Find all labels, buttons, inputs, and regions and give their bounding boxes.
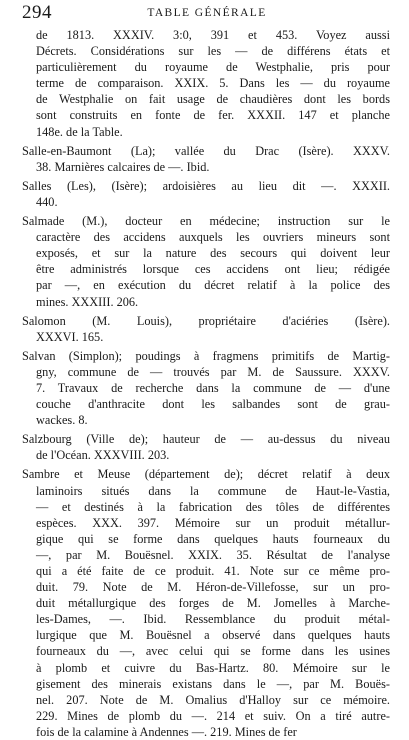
entry-line: être administrés lorsque ces accidens ont lieu; rédigée (36, 262, 390, 277)
entry-line: Salle-en-Baumont (La); vallée du Drac (Isère). XXXV. (22, 143, 390, 158)
entry-line: exposés, et sur la nature des secours qui doivent leur (36, 246, 390, 261)
entry-line: laminoirs situés dans la commune de Haut-le-Vastia, (36, 483, 390, 498)
entry-line: couche d'anthracite dont les salbandes sont de grau- (36, 397, 390, 412)
entry-line: 38. Marnières calcaires de —. Ibid. (36, 159, 210, 174)
entry-line: Salomon (M. Louis), propriétaire d'aciéries (Isère). (22, 313, 390, 328)
entry-line: duit. 79. Note de M. Héron-de-Villefosse, sur un pro- (36, 580, 390, 595)
index-entry-salles (22, 178, 390, 210)
page-header (22, 2, 392, 24)
entry-line: Salvan (Simplon); poudings à fragmens primitifs de Martig- (22, 348, 390, 363)
entry-line: espèces. XXX. 397. Mémoire sur un produit métallur- (36, 515, 390, 530)
entry-line: 148e. de la Table. (36, 124, 123, 139)
entry-line: de l'Océan. XXXVIII. 203. (36, 448, 170, 463)
entry-line: sont construits en fonte de fer. XXXII. 147 et planche (36, 108, 390, 123)
entry-line: Décrets. Considérations sur les — de différens états et (36, 44, 390, 59)
entry-line: de 1813. XXXIV. 3:0, 391 et 453. Voyez aussi (36, 28, 390, 42)
entry-line: XXXVI. 165. (36, 329, 104, 344)
entry-line: fois de la calamine à Andennes —. 219. Mines de fer (36, 724, 297, 739)
entry-line: Salmade (M.), docteur en médecine; instruction sur le (22, 214, 390, 229)
entry-line: les-Dames, —. Ibid. Ressemblance du produit métal- (36, 612, 390, 627)
entry-line: lurgique que M. Bouësnel a observé dans quelques hauts (36, 628, 390, 643)
entry-line: — et destinés à la fabrication des tôles de différentes (36, 499, 390, 514)
index-entry-salmade (22, 213, 390, 310)
entry-line: par —, en exécution du décret relatif à la police des (36, 278, 390, 293)
index-body (22, 27, 390, 740)
page-number: 294 (22, 2, 52, 23)
entry-line: duit métallurgique des forges de M. Jomelles à Marche- (36, 596, 390, 611)
entry-line: particulièrement du royaume de Westphalie, pris pour (36, 60, 390, 75)
running-title: TABLE GÉNÉRALE (147, 7, 267, 19)
entry-line: 229. Mines de plomb du —. 214 et suiv. On a tiré autre- (36, 708, 390, 723)
entry-line: nel. 207. Note de M. Omalius d'Halloy sur ce mémoire. (36, 692, 390, 707)
index-entry-salle-en-baumont (22, 143, 390, 175)
entry-line: Salles (Les), (Isère); ardoisières au lieu dit —. XXXII. (22, 178, 390, 193)
index-entry-salomon (22, 313, 390, 345)
entry-line: 440. (36, 194, 58, 209)
entry-line: fourneaux du —, avec celui qui se forme dans les usines (36, 644, 390, 659)
entry-line: Salzbourg (Ville de); hauteur de — au-dessus du niveau (22, 432, 390, 447)
entry-line: wackes. 8. (36, 413, 88, 428)
entry-line: mines. XXXIII. 206. (36, 294, 139, 309)
index-entry-sambre-et-meuse (22, 466, 390, 740)
entry-line: à plomb et cuivre du Bas-Hartz. 80. Mémoire sur le (36, 660, 390, 675)
entry-line: gique qui se forme dans quelques hauts fourneaux du (36, 531, 390, 546)
entry-line: —, par M. Bouësnel. XXIX. 35. Résultat de l'analyse (36, 547, 390, 562)
entry-line: caractère des accidens auxquels les ouvriers mineurs sont (36, 230, 390, 245)
entry-line: gisement des minerais existans dans le —, par M. Bouës- (36, 676, 390, 691)
index-entry-continuation (22, 27, 390, 140)
entry-line: gny, commune de — trouvés par M. de Saussure. XXXV. (36, 364, 390, 379)
entry-line: qui a été faite de ce produit. 41. Note sur ce même pro- (36, 564, 390, 578)
index-entry-salvan (22, 348, 390, 428)
entry-line: de Westphalie on fait usage de chaudières dont les bords (36, 92, 390, 107)
entry-line: terme de comparaison. XXIX. 5. Dans les — du royaume (36, 76, 390, 91)
index-entry-salzbourg (22, 431, 390, 463)
entry-line: 7. Travaux de recherche dans la commune de — d'une (36, 380, 390, 395)
entry-line: Sambre et Meuse (département de); décret relatif à deux (22, 467, 390, 482)
